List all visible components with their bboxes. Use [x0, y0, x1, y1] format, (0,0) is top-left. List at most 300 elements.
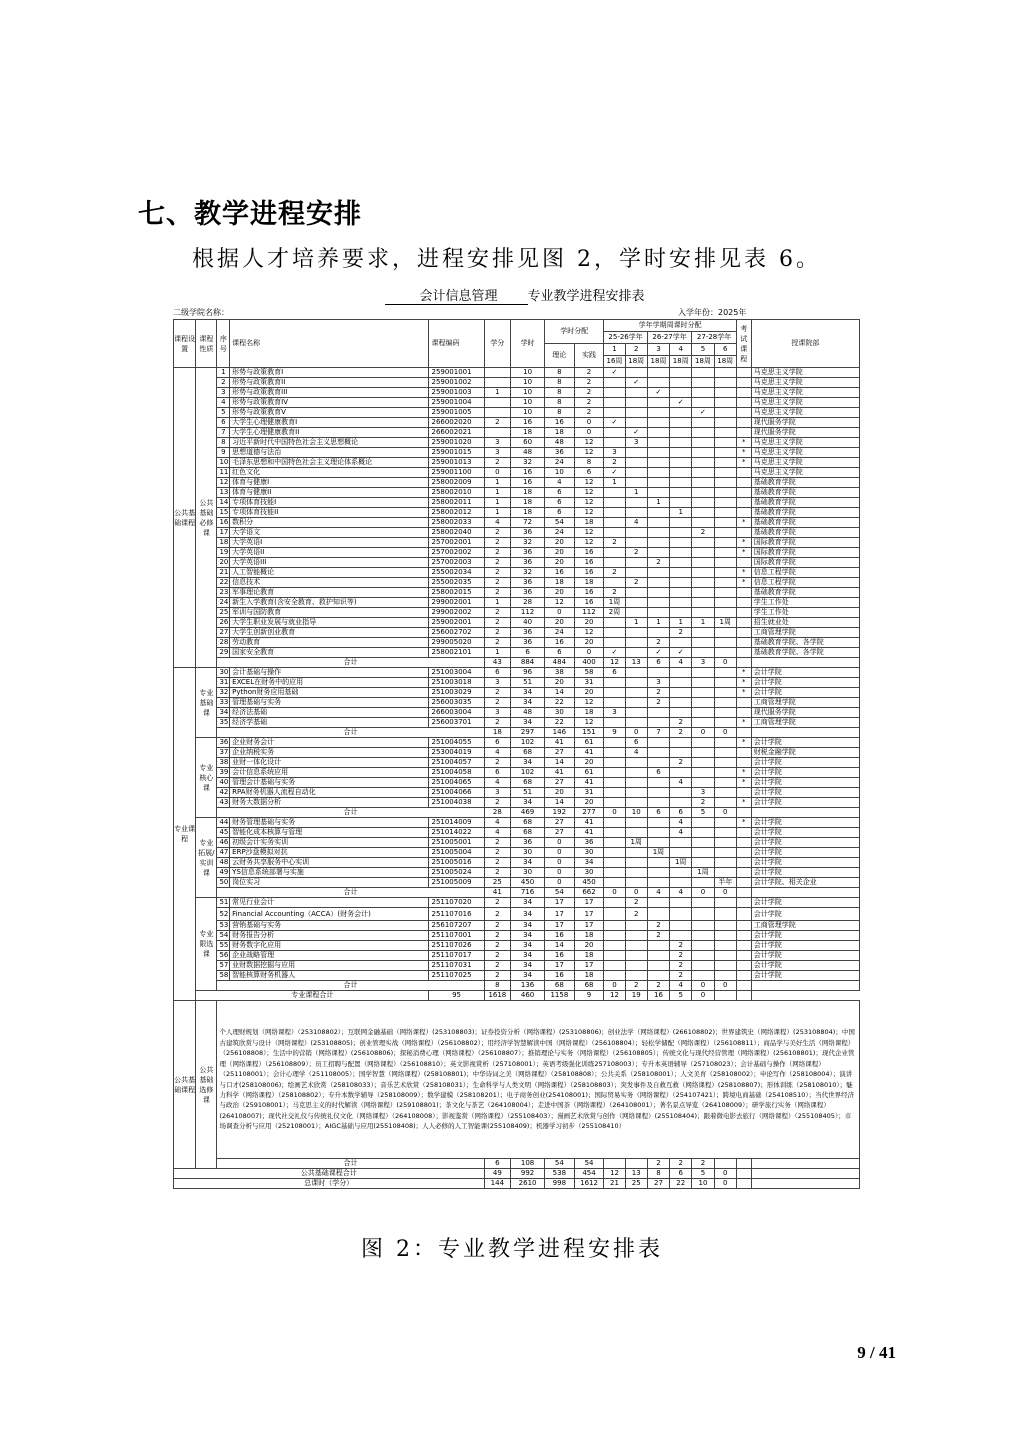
cell-hours: 450	[511, 878, 545, 888]
cell-credits: 2	[484, 838, 511, 848]
cell-sem2: 3	[625, 438, 647, 448]
cell-sem4	[670, 588, 692, 598]
cell-credits: 2	[484, 608, 511, 618]
cell-sem4	[670, 578, 692, 588]
course-row	[174, 688, 860, 698]
cell-sem1	[604, 878, 625, 888]
cell-exam	[736, 468, 751, 478]
cell-sem2	[625, 508, 647, 518]
course-row	[174, 498, 860, 508]
header-weeks-6: 18周	[714, 356, 736, 368]
cell-course-name: 习近平新时代中国特色社会主义思想概论	[230, 438, 429, 448]
cell-theory: 12	[545, 598, 575, 608]
cell-hours: 18	[511, 488, 545, 498]
cell-course-name: 经济学基础	[230, 718, 429, 728]
cell-course-name: 大学英语II	[230, 548, 429, 558]
cell-practice: 12	[574, 438, 604, 448]
cell-sem2	[625, 368, 647, 378]
cell-sem6	[714, 368, 736, 378]
cell-practice: 0	[574, 648, 604, 658]
section-heading: 七、教学进程安排	[138, 199, 362, 230]
cell-seq: 23	[217, 588, 230, 598]
cell-theory: 16	[545, 568, 575, 578]
nature-major-limited: 专业限选课	[196, 898, 217, 991]
cell-course-code: 251004065	[429, 778, 484, 788]
cell-practice: 12	[574, 628, 604, 638]
header-sem-2: 2	[625, 344, 647, 356]
cell-course-code: 259001100	[429, 468, 484, 478]
cell-course-code: 257002002	[429, 548, 484, 558]
summary-value: 10	[692, 1179, 714, 1189]
cell-practice: 2	[574, 368, 604, 378]
summary-row	[174, 1179, 860, 1189]
cell-hours: 34	[511, 941, 545, 951]
cell-course-name: 专项体育技能II	[230, 508, 429, 518]
cell-sem1: 3	[604, 448, 625, 458]
cell-sem1	[604, 388, 625, 398]
cell-sem6	[714, 518, 736, 528]
cell-course-name: 信息技术	[230, 578, 429, 588]
cell-credits: 2	[484, 558, 511, 568]
course-row	[174, 738, 860, 748]
cell-course-code: 299002001	[429, 598, 484, 608]
cell-sem2	[625, 758, 647, 768]
cell-theory: 14	[545, 688, 575, 698]
cell-practice: 112	[574, 608, 604, 618]
cell-exam	[736, 368, 751, 378]
cell-sem4	[670, 438, 692, 448]
cell-sem2	[625, 558, 647, 568]
cell-sem6	[714, 898, 736, 908]
cell-credits: 2	[484, 908, 511, 921]
cell-seq: 48	[217, 858, 230, 868]
cell-credits: 1	[484, 508, 511, 518]
summary-value: 8	[647, 1169, 669, 1179]
cell-practice: 16	[574, 558, 604, 568]
course-row	[174, 568, 860, 578]
cell-practice: 41	[574, 748, 604, 758]
cell-dept: 会计学院	[751, 868, 859, 878]
total-value	[714, 1159, 736, 1169]
cell-sem4	[670, 668, 692, 678]
cell-sem4	[670, 418, 692, 428]
cell-course-code: 259001003	[429, 388, 484, 398]
cell-sem1: 6	[604, 668, 625, 678]
cell-seq: 46	[217, 838, 230, 848]
cell-sem2	[625, 388, 647, 398]
cell-course-name: 毛泽东思想和中国特色社会主义理论体系概论	[230, 458, 429, 468]
cell-course-code: 258002015	[429, 588, 484, 598]
cell-practice: 450	[574, 878, 604, 888]
cell-course-code: 251014009	[429, 818, 484, 828]
cell-sem2	[625, 498, 647, 508]
cell-credits: 2	[484, 458, 511, 468]
cell-dept: 马克思主义学院	[751, 388, 859, 398]
total-value: 192	[545, 808, 575, 818]
cell-seq: 53	[217, 921, 230, 931]
cell-exam	[736, 868, 751, 878]
header-seq: 序号	[217, 320, 230, 368]
cell-course-name: YS信息系统部署与实施	[230, 868, 429, 878]
cell-credits: 2	[484, 718, 511, 728]
cell-hours: 68	[511, 778, 545, 788]
cell-hours: 30	[511, 868, 545, 878]
cell-hours: 34	[511, 798, 545, 808]
cell-seq: 54	[217, 931, 230, 941]
cell-credits: 2	[484, 941, 511, 951]
cell-sem6	[714, 638, 736, 648]
total-value: 0	[714, 728, 736, 738]
cell-sem5	[692, 508, 714, 518]
cell-sem2	[625, 798, 647, 808]
cell-sem6	[714, 941, 736, 951]
cell-theory: 8	[545, 408, 575, 418]
cell-exam	[736, 628, 751, 638]
cell-exam	[736, 838, 751, 848]
course-row	[174, 931, 860, 941]
cell-sem3	[647, 941, 669, 951]
cell-practice: 41	[574, 818, 604, 828]
total-value: 95	[429, 991, 484, 1001]
cell-sem3	[647, 758, 669, 768]
cell-credits: 2	[484, 588, 511, 598]
cell-sem5	[692, 908, 714, 921]
cell-sem1	[604, 858, 625, 868]
total-value: 6	[647, 658, 669, 668]
cell-seq: 37	[217, 748, 230, 758]
total-value: 68	[545, 981, 575, 991]
course-row	[174, 628, 860, 638]
cell-sem5	[692, 598, 714, 608]
cell-sem4	[670, 838, 692, 848]
cell-course-name: 智能化成本核算与管理	[230, 828, 429, 838]
cell-theory: 20	[545, 588, 575, 598]
cell-sem4	[670, 558, 692, 568]
cell-sem1	[604, 528, 625, 538]
cell-hours: 18	[511, 508, 545, 518]
cell-practice: 12	[574, 718, 604, 728]
cell-theory: 4	[545, 478, 575, 488]
cell-course-name: 初级会计实务实训	[230, 838, 429, 848]
cell-sem2: 2	[625, 578, 647, 588]
cell-hours: 60	[511, 438, 545, 448]
table-title	[170, 285, 860, 305]
cell-sem4	[670, 448, 692, 458]
cell-credits: 3	[484, 708, 511, 718]
course-row	[174, 971, 860, 981]
cell-exam	[736, 708, 751, 718]
cell-practice: 18	[574, 578, 604, 588]
cell-course-name: 企业纳税实务	[230, 748, 429, 758]
cell-course-code: 251003004	[429, 668, 484, 678]
cell-hours: 102	[511, 738, 545, 748]
cell-sem1	[604, 758, 625, 768]
cell-sem6	[714, 951, 736, 961]
cell-course-name: 营销基础与实务	[230, 921, 429, 931]
cell-theory: 38	[545, 668, 575, 678]
cell-hours: 36	[511, 558, 545, 568]
cell-course-code: 299002002	[429, 608, 484, 618]
total-value	[736, 991, 751, 1001]
cell-exam	[736, 971, 751, 981]
total-value	[751, 888, 859, 898]
electives-list: 个人理财规划（网络课程）（253108802）；互联网金融基础（网络课程）(253108803)；证券投资分析（网络课程）(253108806)；创业法学（网络课程）(266108802)；世界建筑史（网络课程）(253108804)；中国古建筑欣赏与设计（网络课程）(253108805)；创业管理实战（网络课程）（256108802）；用经济学智慧解读中国（网络课程）（256108804）；轻松学储配（网络课程）（256108811）；商品学与美好生活（网络课程）（256108808）；生活中的营销（网络课程）(256108806)；探秘消费心理（网络课程）（256108807）；推销理论与实务（网络课程）（256108805）；传统文化与现代经营管理（网络课程）(256108801)；现代企业管理（网络课程）（256108809）；员工招聘与配置（网络课程）（256108810）；英文影视赏析（257108001）；英语考级强化训练257108003）；专升本英语辅导（257108023）；会计基础与操作（网络课程）（251108001）；会计心理学（251108005）；国学智慧（网络课程）(258108801)；中华诗词之美（网络课程）（258108808）；公共关系（258108001）；人文美育（258108002）；申论写作（258108004）；演讲与口才(258108006)；绘画艺术欣赏（258108033）；音乐艺术欣赏（258108031）；生命科学与人类文明（网络课程）（258108803）；突发事件及自救互救（网络课程）(258108807)；形体训练（258108010）；魅力科学（网络课程）（258108802）；专升本数学辅导（258108009）；数学建模（258108201）；电子商务创业(254108001)；国际贸易实务（网络课程）（254107421）；跨境电商基础（254108510）；当代世界经济与政治（259108001）；马克思主义的时代解读（网络课程）(259108801)；茶文化与茶艺（264108004）；走进中国茶（网络课程）（264108001）；著名景点导览（264108009）；研学旅行实务（网络课程）(264108007)；现代社交礼仪与传统礼仪文化（网络课程）（264108008）；影视鉴赏（网络课程）（255108403）；漫画艺术欣赏与创作（网络课程）(255108404)；跟着微电影去旅行（网络课程）（255108405）；市场调查分析与应用（252108001）；AIGC基础与应用(255108408)；人人必修的人工智能课(255108409)；机器学习初步（255108410）	[217, 1001, 860, 1159]
cell-sem3	[647, 961, 669, 971]
cell-credits: 2	[484, 688, 511, 698]
cell-sem5	[692, 898, 714, 908]
nature-public-required: 公共基础必修课	[196, 368, 217, 668]
cell-dept: 国际教育学院	[751, 558, 859, 568]
course-row	[174, 578, 860, 588]
total-value: 13	[625, 658, 647, 668]
summary-value: 1612	[574, 1179, 604, 1189]
cell-sem4	[670, 788, 692, 798]
cell-credits: 2	[484, 568, 511, 578]
cell-hours: 34	[511, 758, 545, 768]
cell-credits: 2	[484, 961, 511, 971]
cell-seq: 50	[217, 878, 230, 888]
cell-sem5	[692, 628, 714, 638]
total-value: 41	[484, 888, 511, 898]
cell-sem5	[692, 588, 714, 598]
cell-sem2	[625, 768, 647, 778]
cell-practice: 8	[574, 458, 604, 468]
cell-sem3	[647, 828, 669, 838]
cell-sem5	[692, 838, 714, 848]
total-value: 0	[604, 808, 625, 818]
total-value: 136	[511, 981, 545, 991]
cell-sem6	[714, 498, 736, 508]
cell-sem4	[670, 921, 692, 931]
cell-sem1	[604, 558, 625, 568]
cell-sem3: 2	[647, 688, 669, 698]
cell-sem4	[670, 468, 692, 478]
cell-sem4: 4	[670, 778, 692, 788]
total-label: 合计	[217, 1159, 484, 1169]
total-value: 151	[574, 728, 604, 738]
total-value: 108	[511, 1159, 545, 1169]
cell-sem5	[692, 568, 714, 578]
cell-theory: 16	[545, 931, 575, 941]
total-value: 18	[484, 728, 511, 738]
cell-hours: 51	[511, 788, 545, 798]
cell-dept: 基础教育学院	[751, 588, 859, 598]
cell-practice: 18	[574, 931, 604, 941]
cell-practice: 12	[574, 488, 604, 498]
cell-sem2	[625, 648, 647, 658]
cell-sem1: 2	[604, 588, 625, 598]
cell-sem1	[604, 778, 625, 788]
cell-sem2	[625, 868, 647, 878]
cell-sem2	[625, 458, 647, 468]
cell-sem5	[692, 488, 714, 498]
cell-course-code: 251005016	[429, 858, 484, 868]
course-row	[174, 468, 860, 478]
cell-sem6	[714, 418, 736, 428]
cell-seq: 21	[217, 568, 230, 578]
cell-exam: *	[736, 778, 751, 788]
cell-seq: 14	[217, 498, 230, 508]
cell-sem1	[604, 438, 625, 448]
cell-sem6	[714, 388, 736, 398]
cell-sem2	[625, 718, 647, 728]
course-row	[174, 378, 860, 388]
cell-sem6	[714, 398, 736, 408]
cell-sem3	[647, 378, 669, 388]
cell-course-name: 企业战略管理	[230, 951, 429, 961]
cell-sem1	[604, 498, 625, 508]
cell-seq: 32	[217, 688, 230, 698]
cell-dept: 信息工程学院	[751, 568, 859, 578]
course-row	[174, 398, 860, 408]
cell-sem1: ✓	[604, 648, 625, 658]
cell-practice: 12	[574, 478, 604, 488]
cell-course-code: 251005001	[429, 838, 484, 848]
cell-sem5	[692, 368, 714, 378]
cell-hours: 68	[511, 818, 545, 828]
cell-sem6	[714, 628, 736, 638]
category-public-elective: 公共基础课程	[174, 1001, 196, 1169]
cell-credits: 2	[484, 578, 511, 588]
cell-course-code: 266002020	[429, 418, 484, 428]
cell-hours: 10	[511, 408, 545, 418]
cell-theory: 6	[545, 498, 575, 508]
cell-course-code: 259001020	[429, 438, 484, 448]
cell-practice: 18	[574, 708, 604, 718]
cell-seq: 15	[217, 508, 230, 518]
cell-sem1	[604, 818, 625, 828]
cell-dept: 马克思主义学院	[751, 398, 859, 408]
course-row	[174, 428, 860, 438]
cell-sem1	[604, 768, 625, 778]
cell-seq: 42	[217, 788, 230, 798]
course-row	[174, 748, 860, 758]
cell-course-name: 会计基础与操作	[230, 668, 429, 678]
cell-sem5	[692, 961, 714, 971]
cell-dept: 工商管理学院	[751, 698, 859, 708]
cell-course-code: 258002101	[429, 648, 484, 658]
summary-label: 总课时（学分）	[174, 1179, 485, 1189]
total-value: 2	[647, 1159, 669, 1169]
cell-sem4	[670, 878, 692, 888]
cell-course-name: 常见行业会计	[230, 898, 429, 908]
cell-sem2: 2	[625, 908, 647, 921]
cell-theory: 27	[545, 828, 575, 838]
cell-sem4: ✓	[670, 648, 692, 658]
summary-value: 144	[484, 1179, 511, 1189]
cell-seq: 20	[217, 558, 230, 568]
cell-sem5	[692, 378, 714, 388]
header-year-1: 25-26学年	[604, 332, 647, 344]
cell-sem6	[714, 468, 736, 478]
cell-credits: 2	[484, 548, 511, 558]
total-value: 0	[692, 888, 714, 898]
cell-sem5	[692, 458, 714, 468]
cell-sem5: 1	[692, 618, 714, 628]
cell-sem3: 1周	[647, 848, 669, 858]
cell-sem6	[714, 798, 736, 808]
cell-sem4	[670, 428, 692, 438]
cell-sem4	[670, 768, 692, 778]
cell-course-code: 256003035	[429, 698, 484, 708]
cell-sem6	[714, 488, 736, 498]
total-value: 2	[647, 981, 669, 991]
cell-hours: 10	[511, 378, 545, 388]
cell-practice: 20	[574, 758, 604, 768]
cell-theory: 20	[545, 558, 575, 568]
cell-sem6	[714, 931, 736, 941]
cell-theory: 8	[545, 398, 575, 408]
cell-hours: 34	[511, 698, 545, 708]
cell-exam	[736, 608, 751, 618]
cell-sem6	[714, 838, 736, 848]
cell-sem1	[604, 828, 625, 838]
course-row	[174, 951, 860, 961]
cell-credits: 25	[484, 878, 511, 888]
cell-sem2	[625, 628, 647, 638]
year-label: 入学年份：2025年	[678, 308, 747, 317]
cell-practice: 30	[574, 868, 604, 878]
cell-course-code: 259001001	[429, 368, 484, 378]
cell-dept: 会计学院	[751, 951, 859, 961]
total-value	[736, 658, 751, 668]
cell-exam	[736, 698, 751, 708]
course-row	[174, 598, 860, 608]
cell-practice: 18	[574, 518, 604, 528]
cell-credits: 1	[484, 598, 511, 608]
cell-course-name: 国家安全教育	[230, 648, 429, 658]
cell-sem3	[647, 398, 669, 408]
category-public: 公共基础课程	[174, 368, 196, 668]
cell-practice: 2	[574, 398, 604, 408]
cell-course-name: 形势与政策教育IV	[230, 398, 429, 408]
cell-sem1	[604, 971, 625, 981]
course-row	[174, 678, 860, 688]
cell-dept: 基础教育学院	[751, 508, 859, 518]
cell-dept: 现代服务学院	[751, 428, 859, 438]
cell-sem3	[647, 878, 669, 888]
cell-sem3: 2	[647, 698, 669, 708]
course-row	[174, 588, 860, 598]
cell-dept: 马克思主义学院	[751, 458, 859, 468]
course-row	[174, 758, 860, 768]
total-value	[751, 1159, 859, 1169]
cell-sem3	[647, 528, 669, 538]
cell-course-name: 财务报告分析	[230, 931, 429, 941]
summary-value	[751, 1169, 859, 1179]
cell-sem2: 1	[625, 618, 647, 628]
cell-practice: 41	[574, 778, 604, 788]
cell-hours: 72	[511, 518, 545, 528]
cell-exam: *	[736, 668, 751, 678]
cell-exam	[736, 908, 751, 921]
cell-sem4	[670, 931, 692, 941]
course-row	[174, 838, 860, 848]
cell-sem3	[647, 668, 669, 678]
cell-seq: 18	[217, 538, 230, 548]
cell-practice: 2	[574, 408, 604, 418]
cell-sem6	[714, 508, 736, 518]
cell-course-code: 251004055	[429, 738, 484, 748]
cell-exam: *	[736, 798, 751, 808]
cell-course-name: 形势与政策教育III	[230, 388, 429, 398]
summary-value: 12	[604, 1169, 625, 1179]
cell-exam: *	[736, 448, 751, 458]
cell-sem6	[714, 408, 736, 418]
cell-practice: 17	[574, 961, 604, 971]
summary-value	[751, 1179, 859, 1189]
cell-seq: 12	[217, 478, 230, 488]
